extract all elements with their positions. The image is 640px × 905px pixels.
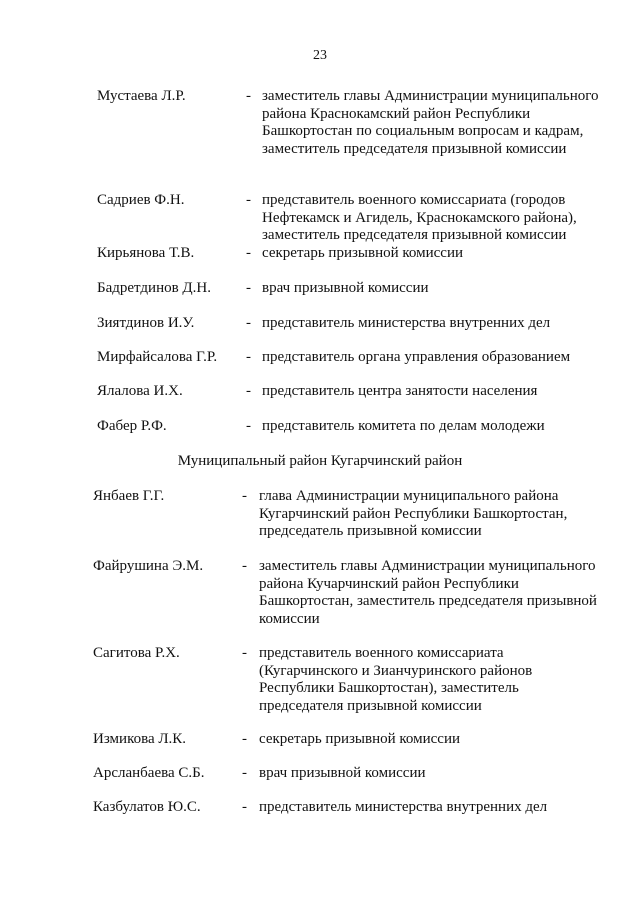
dash-separator: - <box>246 280 251 296</box>
dash-separator: - <box>242 488 247 504</box>
dash-separator: - <box>246 349 251 365</box>
member-name: Ялалова И.Х. <box>97 383 183 399</box>
member-role: врач призывной комиссии <box>259 765 426 781</box>
member-role: представитель органа управления образованием <box>262 349 571 365</box>
member-name: Файрушина Э.М. <box>93 558 204 574</box>
dash-separator: - <box>242 765 247 781</box>
member-name: Арсланбаева С.Б. <box>93 765 205 781</box>
member-name: Сагитова Р.Х. <box>93 645 180 661</box>
member-name: Измикова Л.К. <box>93 731 187 747</box>
dash-separator: - <box>246 418 251 434</box>
member-name: Мирфайсалова Г.Р. <box>97 349 218 365</box>
member-role: представитель комитета по делам молодежи <box>262 418 545 434</box>
page-number: 23 <box>313 48 327 63</box>
member-role: секретарь призывной комиссии <box>262 245 464 261</box>
dash-separator: - <box>242 799 247 815</box>
dash-separator: - <box>242 558 247 574</box>
dash-separator: - <box>242 645 247 661</box>
dash-separator: - <box>246 192 251 208</box>
dash-separator: - <box>246 88 251 104</box>
member-role: представитель министерства внутренних дел <box>262 315 551 331</box>
member-name: Фабер Р.Ф. <box>97 418 167 434</box>
member-name: Кирьянова Т.В. <box>97 245 195 261</box>
member-role: глава Администрации муниципального района Кугарчинский район Республики Башкортостан, председатель призывной комиссии <box>259 488 568 539</box>
member-role: заместитель главы Администрации муниципального района Краснокамский район Республики Башкортостан по социальным вопросам и кадрам, заместитель председателя призывной комиссии <box>262 88 599 157</box>
member-name: Мустаева Л.Р. <box>97 88 186 104</box>
member-role: представитель министерства внутренних дел <box>259 799 548 815</box>
dash-separator: - <box>246 315 251 331</box>
member-name: Казбулатов Ю.С. <box>93 799 201 815</box>
member-role: секретарь призывной комиссии <box>259 731 461 747</box>
member-name: Бадретдинов Д.Н. <box>97 280 212 296</box>
member-role: заместитель главы Администрации муниципального района Кучарчинский район Республики Башкортостан, заместитель председателя призывной комиссии <box>259 558 597 627</box>
dash-separator: - <box>246 245 251 261</box>
member-name: Зиятдинов И.У. <box>97 315 195 331</box>
member-role: представитель центра занятости населения <box>262 383 538 399</box>
section-heading: Муниципальный район Кугарчинский район <box>177 453 463 469</box>
member-name: Янбаев Г.Г. <box>93 488 165 504</box>
dash-separator: - <box>242 731 247 747</box>
dash-separator: - <box>246 383 251 399</box>
member-name: Садриев Ф.Н. <box>97 192 185 208</box>
member-role: представитель военного комиссариата (Кугарчинского и Зианчуринского районов Республики Башкортостан), заместитель председателя призывной комиссии <box>259 645 533 714</box>
member-role: представитель военного комиссариата (городов Нефтекамск и Агидель, Краснокамского района), заместитель председателя призывной комиссии <box>262 192 577 243</box>
member-role: врач призывной комиссии <box>262 280 429 296</box>
